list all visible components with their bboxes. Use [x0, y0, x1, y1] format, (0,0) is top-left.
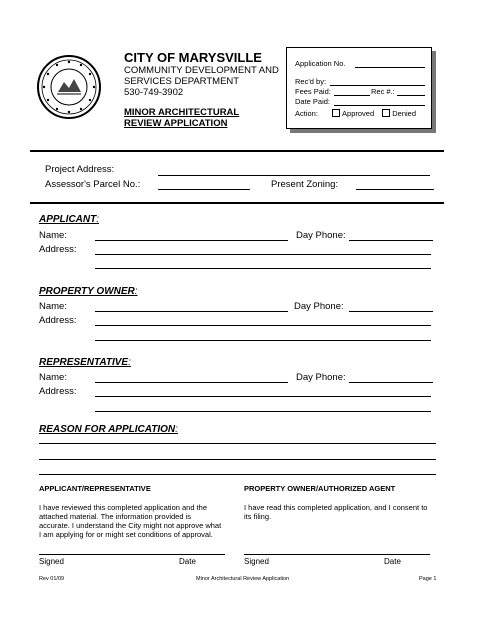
parcel-label: Assessor's Parcel No.:: [45, 179, 141, 190]
owner-signature-field[interactable]: [244, 554, 430, 555]
approved-label: Approved: [342, 109, 375, 118]
owner-statement-line-1: I have read this completed application, and I consent to: [244, 503, 428, 512]
parcel-field[interactable]: [158, 189, 250, 190]
date-paid-field[interactable]: [334, 105, 425, 106]
applicant-name-label: Name:: [39, 230, 67, 241]
applicant-rep-statement: [39, 503, 239, 539]
zoning-field[interactable]: [356, 189, 434, 190]
rep-address-field-2[interactable]: [95, 411, 431, 412]
applicant-phone-field[interactable]: [349, 240, 433, 241]
project-address-label: Project Address:: [45, 164, 115, 175]
owner-phone-field[interactable]: [349, 311, 433, 312]
applicant-heading-text: APPLICANT: [39, 214, 97, 225]
department-name: [124, 65, 294, 98]
reason-field-1[interactable]: [39, 443, 436, 444]
date-paid-label: Date Paid:: [295, 97, 331, 106]
action-row: [295, 109, 416, 118]
applicant-statement-line-2: attached material. The information provided is: [39, 512, 192, 521]
footer-form-name: Minor Architectural Review Application: [196, 576, 290, 582]
action-label: Action:: [295, 109, 318, 118]
dept-phone: 530-749-3902: [124, 87, 184, 98]
divider-middle: [30, 202, 444, 204]
owner-agent-statement: [244, 503, 444, 521]
rep-phone-field[interactable]: [349, 382, 433, 383]
owner-date-label: Date: [384, 557, 401, 566]
owner-address-field-1[interactable]: [95, 325, 431, 326]
representative-heading: [39, 357, 131, 368]
owner-address-label: Address:: [39, 315, 77, 326]
property-owner-heading-text: PROPERTY OWNER: [39, 286, 135, 297]
divider-top: [30, 150, 444, 152]
applicant-statement-line-4: I am applying for or might set conditions of approval.: [39, 530, 213, 539]
owner-signed-label: Signed: [244, 557, 269, 566]
applicant-phone-label: Day Phone:: [296, 230, 346, 241]
zoning-label: Present Zoning:: [271, 179, 339, 190]
applicant-address-field-1[interactable]: [95, 254, 431, 255]
applicant-address-label: Address:: [39, 244, 77, 255]
fees-paid-field[interactable]: [334, 95, 370, 96]
footer-revision: Rev 01/09: [39, 576, 65, 582]
rep-address-label: Address:: [39, 386, 77, 397]
rec-no-field[interactable]: [397, 95, 425, 96]
representative-heading-colon: :: [128, 357, 131, 368]
applicant-heading: [39, 214, 99, 225]
rep-phone-label: Day Phone:: [296, 372, 346, 383]
applicant-name-field[interactable]: [95, 240, 288, 241]
form-title-line-1: MINOR ARCHITECTURAL: [124, 107, 240, 118]
form-title: [124, 107, 264, 129]
application-no-label: Application No.: [295, 59, 346, 68]
reason-field-2[interactable]: [39, 459, 436, 460]
owner-agent-heading: PROPERTY OWNER/AUTHORIZED AGENT: [244, 484, 396, 493]
denied-label: Denied: [392, 109, 417, 118]
property-owner-heading: [39, 286, 138, 297]
denied-checkbox[interactable]: [382, 109, 390, 117]
applicant-date-label: Date: [179, 557, 196, 566]
owner-address-field-2[interactable]: [95, 340, 431, 341]
application-no-field[interactable]: [355, 67, 425, 68]
applicant-heading-colon: :: [96, 214, 100, 225]
representative-heading-text: REPRESENTATIVE: [39, 357, 129, 368]
property-owner-heading-colon: :: [134, 286, 138, 297]
applicant-statement-line-3: accurate. I understand the City might not approve what: [39, 521, 222, 530]
applicant-signed-label: Signed: [39, 557, 64, 566]
applicant-address-field-2[interactable]: [95, 268, 431, 269]
applicant-rep-heading: APPLICANT/REPRESENTATIVE: [39, 484, 151, 493]
owner-phone-label: Day Phone:: [294, 301, 344, 312]
city-seal-icon: [36, 54, 102, 120]
form-title-line-2: REVIEW APPLICATION: [124, 118, 228, 129]
reason-heading-text: REASON FOR APPLICATION: [39, 424, 176, 435]
dept-line-1: COMMUNITY DEVELOPMENT AND: [124, 65, 279, 76]
project-address-field[interactable]: [158, 175, 430, 176]
owner-statement-line-2: its filing.: [244, 512, 272, 521]
owner-name-field[interactable]: [95, 311, 288, 312]
rec-no-label: Rec #.:: [371, 87, 395, 96]
recd-by-label: Rec'd by:: [295, 77, 327, 86]
office-use-box: [286, 47, 432, 129]
city-name: CITY OF MARYSVILLE: [124, 50, 262, 65]
reason-heading-colon: :: [175, 424, 178, 435]
rep-name-field[interactable]: [95, 382, 288, 383]
applicant-signature-field[interactable]: [39, 554, 225, 555]
rep-address-field-1[interactable]: [95, 396, 431, 397]
owner-name-label: Name:: [39, 301, 67, 312]
rep-name-label: Name:: [39, 372, 67, 383]
reason-heading: [39, 424, 178, 435]
applicant-statement-line-1: I have reviewed this completed application and the: [39, 503, 208, 512]
reason-field-3[interactable]: [39, 474, 436, 475]
fees-paid-label: Fees Paid:: [295, 87, 331, 96]
approved-checkbox[interactable]: [332, 109, 340, 117]
dept-line-2: SERVICES DEPARTMENT: [124, 76, 240, 87]
footer-page-number: Page 1: [419, 576, 437, 582]
recd-by-field[interactable]: [330, 85, 425, 86]
